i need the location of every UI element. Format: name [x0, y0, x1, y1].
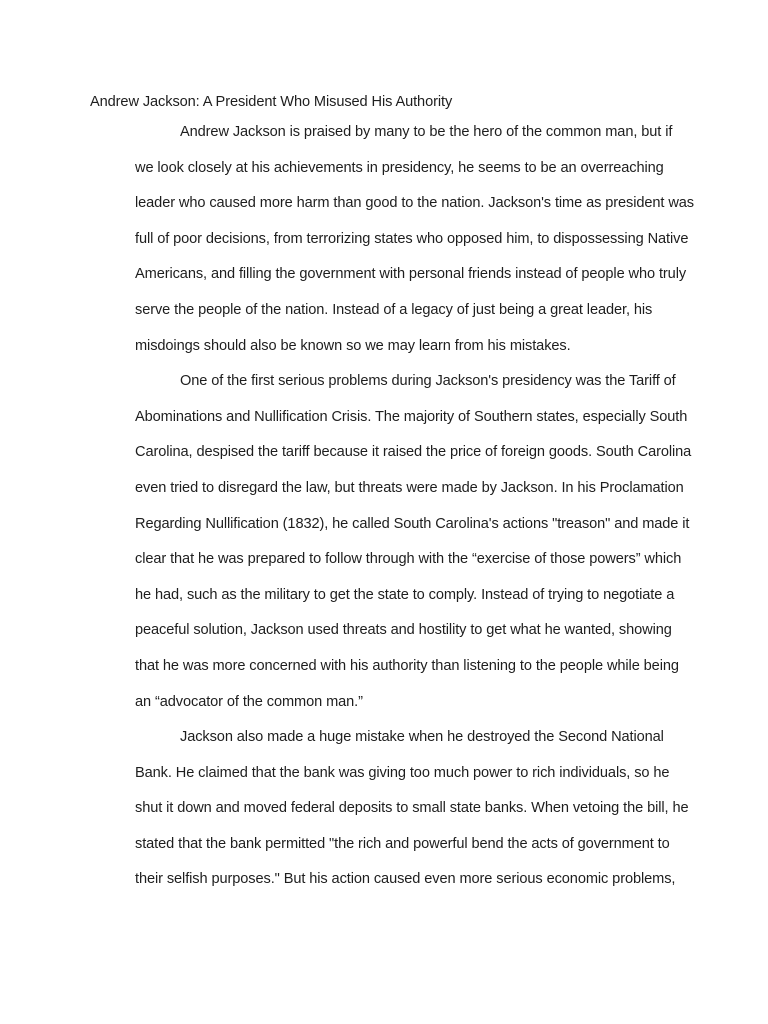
- text-line: we look closely at his achievements in presidency, he seems to be an overreaching: [135, 159, 664, 176]
- text-line: clear that he was prepared to follow through with the “exercise of those powers” which: [135, 551, 682, 568]
- text-line: Bank. He claimed that the bank was giving too much power to rich individuals, so he: [135, 764, 670, 781]
- text-line: Americans, and filling the government with personal friends instead of people who truly: [135, 266, 687, 283]
- text-line: he had, such as the military to get the state to comply. Instead of trying to negotiate a: [135, 586, 675, 603]
- document-title: Andrew Jackson: A President Who Misused His Authority: [90, 94, 453, 110]
- text-line: full of poor decisions, from terrorizing states who opposed him, to dispossessing Native: [135, 230, 689, 247]
- text-line: Regarding Nullification (1832), he called South Carolina's actions "treason" and made it: [135, 515, 690, 532]
- text-line: One of the first serious problems during Jackson's presidency was the Tariff of: [180, 373, 676, 390]
- paragraph-1: [90, 115, 694, 364]
- text-line: even tried to disregard the law, but threats were made by Jackson. In his Proclamation: [135, 479, 684, 496]
- text-line: misdoings should also be known so we may learn from his mistakes.: [135, 337, 571, 354]
- text-line: their selfish purposes." But his action caused even more serious economic problems,: [135, 871, 676, 888]
- text-line: that he was more concerned with his authority than listening to the people while being: [135, 657, 679, 674]
- text-line: leader who caused more harm than good to the nation. Jackson's time as president was: [135, 195, 694, 212]
- paragraph-2: [90, 364, 692, 720]
- paragraph-3: [90, 720, 689, 898]
- document-body: [90, 90, 694, 898]
- text-line: Jackson also made a huge mistake when he destroyed the Second National: [180, 729, 664, 746]
- text-line: stated that the bank permitted "the rich and powerful bend the acts of government to: [135, 835, 670, 852]
- text-line: peaceful solution, Jackson used threats and hostility to get what he wanted, showing: [135, 622, 672, 639]
- text-line: Andrew Jackson is praised by many to be the hero of the common man, but if: [180, 124, 673, 140]
- text-line: Abominations and Nullification Crisis. The majority of Southern states, especially South: [135, 408, 688, 425]
- text-line: Carolina, despised the tariff because it raised the price of foreign goods. South Carolina: [135, 444, 692, 461]
- text-line: an “advocator of the common man.”: [135, 693, 363, 710]
- text-line: serve the people of the nation. Instead of a legacy of just being a great leader, his: [135, 301, 653, 318]
- text-line: shut it down and moved federal deposits to small state banks. When vetoing the bill, he: [135, 800, 689, 817]
